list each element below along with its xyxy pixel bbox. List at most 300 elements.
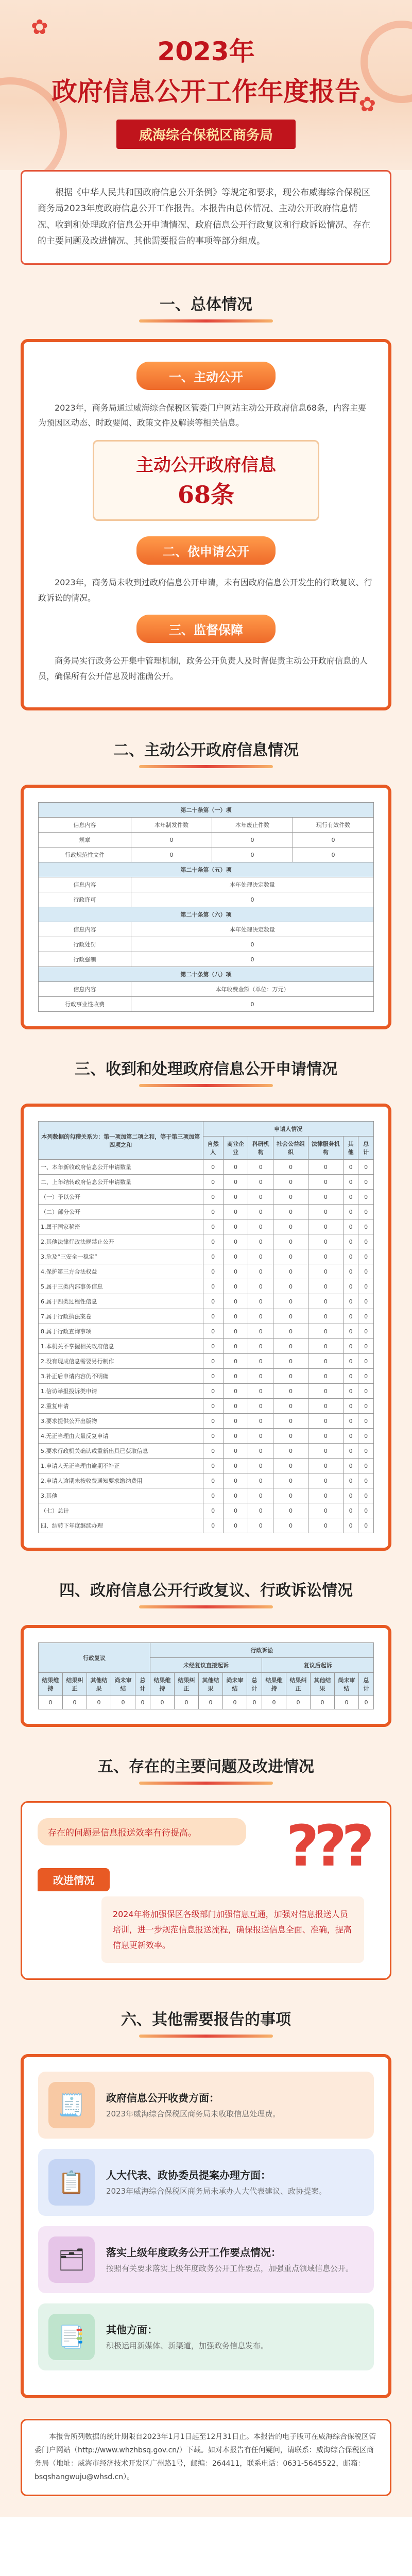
- table-cell: 0: [203, 1294, 223, 1309]
- table-cell: 行政处罚: [39, 937, 131, 952]
- table-cell: 2.申请人逾期未按收费通知要求缴纳费用: [39, 1473, 203, 1488]
- flower-icon: ✿: [358, 93, 376, 116]
- table-cell: 0: [87, 1696, 111, 1709]
- table-cell: 0: [358, 1234, 374, 1249]
- table-cell: 0: [223, 1190, 248, 1205]
- section-heading: 二、主动公开政府信息情况: [113, 741, 299, 760]
- proactive-table-frame: [21, 785, 391, 1029]
- table-cell: 0: [359, 1696, 374, 1709]
- table-cell: 0: [203, 1473, 223, 1488]
- table-cell: 结果维持: [150, 1673, 175, 1696]
- table-cell: 0: [358, 1369, 374, 1384]
- table-cell: 0: [203, 1175, 223, 1190]
- table-cell: 0: [223, 1414, 248, 1429]
- table-cell: 0: [223, 1384, 248, 1399]
- table-cell: 0: [223, 1175, 248, 1190]
- table-cell: 0: [203, 1488, 223, 1503]
- subheading-pill: 二、依申请公开: [136, 536, 276, 565]
- other-item-desc: 积极运用新媒体、新渠道，加强政务信息发布。: [106, 2341, 269, 2350]
- table-cell: 0: [131, 937, 374, 952]
- table-cell: 0: [203, 1324, 223, 1339]
- table-cell: 0: [273, 1369, 308, 1384]
- table-cell: 0: [343, 1399, 358, 1414]
- table-cell: 0: [273, 1264, 308, 1279]
- other-item: [38, 2226, 374, 2293]
- stat-label: 主动公开政府信息: [136, 454, 276, 476]
- table-cell: 6.属于四类过程性信息: [39, 1294, 203, 1309]
- overview-frame: [21, 339, 391, 711]
- table-cell: 本年废止件数: [212, 818, 293, 833]
- table-cell: 结果纠正: [286, 1673, 311, 1696]
- table-cell: 社会公益组织: [273, 1137, 308, 1160]
- table-cell: 0: [223, 1354, 248, 1369]
- table-cell: 0: [308, 1399, 343, 1414]
- table-cell: 0: [203, 1429, 223, 1444]
- table-cell: 0: [131, 952, 374, 967]
- table-cell: 0: [223, 1473, 248, 1488]
- table-row: [39, 833, 374, 848]
- table-cell: 总计: [359, 1673, 374, 1696]
- table-cell: 0: [248, 1205, 273, 1219]
- table-cell: 0: [308, 1503, 343, 1518]
- other-item: [38, 2303, 374, 2370]
- table-row: [39, 1673, 374, 1696]
- table-cell: 0: [203, 1264, 223, 1279]
- table-cell: 0: [358, 1414, 374, 1429]
- table-row: [39, 1309, 374, 1324]
- table-row: [39, 877, 374, 892]
- table-row: [39, 1324, 374, 1339]
- table-cell: 0: [308, 1160, 343, 1175]
- table-row: [39, 818, 374, 833]
- improve-text: 2024年将加强保区各级部门加强信息互通，加强对信息报送人员培训，进一步规范信息报送流程，确保报送信息全面、准确，提高信息更新效率。: [101, 1896, 364, 1963]
- table-cell: 0: [343, 1234, 358, 1249]
- table-cell: 行政规范性文件: [39, 848, 131, 862]
- table-cell: 行政许可: [39, 892, 131, 907]
- table-cell: 0: [131, 892, 374, 907]
- report-header: [0, 0, 412, 170]
- table-row: [39, 1279, 374, 1294]
- table-row: [39, 1175, 374, 1190]
- table-cell: 0: [223, 1459, 248, 1473]
- table-cell: 0: [212, 833, 293, 848]
- table-cell: 未经复议直接起诉: [150, 1658, 262, 1673]
- table-cell: 本年收费金额（单位：万元）: [131, 982, 374, 997]
- table-cell: 0: [223, 1518, 248, 1533]
- section-underline: [139, 319, 273, 323]
- table-cell: 0: [358, 1160, 374, 1175]
- table-row: [39, 1399, 374, 1414]
- table-cell: 0: [203, 1219, 223, 1234]
- table-cell: 0: [203, 1309, 223, 1324]
- section-title-review: [0, 1578, 412, 1608]
- table-row: [39, 967, 374, 982]
- table-cell: 0: [308, 1518, 343, 1533]
- table-cell: 0: [131, 833, 212, 848]
- table-cell: 0: [248, 1444, 273, 1459]
- table-cell: 本年制发件数: [131, 818, 212, 833]
- table-row: [39, 922, 374, 937]
- table-cell: 一、本年新收政府信息公开申请数量: [39, 1160, 203, 1175]
- table-cell: 0: [358, 1249, 374, 1264]
- table-cell: 第二十条第（六）项: [39, 907, 374, 922]
- table-cell: 0: [308, 1459, 343, 1473]
- improve-label: 改进情况: [38, 1868, 110, 1891]
- table-cell: 0: [343, 1503, 358, 1518]
- table-cell: 总计: [358, 1137, 374, 1160]
- table-cell: 0: [39, 1696, 63, 1709]
- table-cell: 0: [248, 1249, 273, 1264]
- table-cell: 0: [273, 1414, 308, 1429]
- table-cell: 0: [308, 1369, 343, 1384]
- applications-table-frame: [21, 1104, 391, 1551]
- applications-table: [38, 1121, 374, 1533]
- other-item-title: 政府信息公开收费方面：: [106, 2091, 219, 2104]
- table-cell: 0: [273, 1294, 308, 1309]
- table-cell: 自然人: [203, 1137, 223, 1160]
- table-cell: 0: [273, 1488, 308, 1503]
- table-cell: 本年处理决定数量: [131, 877, 374, 892]
- table-cell: 0: [248, 1369, 273, 1384]
- table-cell: 0: [175, 1696, 199, 1709]
- table-row: [39, 1429, 374, 1444]
- question-marks-icon: ???: [286, 1813, 369, 1879]
- table-cell: 0: [308, 1219, 343, 1234]
- folder-icon: 🗂: [48, 2236, 95, 2283]
- table-cell: 0: [223, 1249, 248, 1264]
- table-cell: 0: [343, 1518, 358, 1533]
- table-row: [39, 1444, 374, 1459]
- table-cell: 0: [308, 1264, 343, 1279]
- table-cell: 0: [273, 1354, 308, 1369]
- section-underline: [139, 1605, 273, 1608]
- table-cell: 0: [247, 1696, 262, 1709]
- table-cell: 0: [308, 1190, 343, 1205]
- table-cell: 0: [358, 1399, 374, 1414]
- table-cell: 总计: [135, 1673, 150, 1696]
- table-cell: 0: [223, 1294, 248, 1309]
- table-cell: 0: [248, 1473, 273, 1488]
- table-row: [39, 982, 374, 997]
- table-cell: 0: [273, 1518, 308, 1533]
- table-cell: 申请人情况: [203, 1122, 373, 1137]
- table-cell: 0: [273, 1339, 308, 1354]
- table-cell: 0: [308, 1354, 343, 1369]
- table-cell: 2.没有现成信息需要另行制作: [39, 1354, 203, 1369]
- table-row: [39, 803, 374, 818]
- table-cell: 0: [343, 1309, 358, 1324]
- table-cell: 1.信访举报投诉类申请: [39, 1384, 203, 1399]
- table-cell: 0: [311, 1696, 335, 1709]
- table-row: [39, 1339, 374, 1354]
- table-cell: 结果纠正: [63, 1673, 87, 1696]
- table-cell: 其他结果: [199, 1673, 223, 1696]
- table-row: [39, 1122, 374, 1137]
- table-cell: 0: [358, 1459, 374, 1473]
- table-cell: 0: [248, 1414, 273, 1429]
- table-cell: 信息内容: [39, 982, 131, 997]
- table-cell: 0: [308, 1294, 343, 1309]
- table-cell: 0: [343, 1219, 358, 1234]
- proactive-table: [38, 802, 374, 1012]
- table-row: [39, 952, 374, 967]
- table-cell: 0: [273, 1399, 308, 1414]
- other-items-frame: [21, 2054, 391, 2398]
- section-title-applications: [0, 1056, 412, 1087]
- table-cell: 其他结果: [87, 1673, 111, 1696]
- other-item-desc: 2023年威海综合保税区商务局未收取信息处理费。: [106, 2109, 281, 2119]
- other-item-title: 人大代表、政协委员提案办理方面：: [106, 2168, 271, 2181]
- table-cell: 科研机构: [248, 1137, 273, 1160]
- table-cell: 0: [223, 1444, 248, 1459]
- table-cell: 2.其他法律行政法规禁止公开: [39, 1234, 203, 1249]
- table-cell: 0: [343, 1473, 358, 1488]
- table-cell: 5.要求行政机关确认或重新出具已获取信息: [39, 1444, 203, 1459]
- table-row: [39, 1219, 374, 1234]
- table-cell: 尚未审结: [335, 1673, 359, 1696]
- table-cell: （二）部分公开: [39, 1205, 203, 1219]
- table-cell: 行政诉讼: [150, 1643, 374, 1658]
- other-item-title: 其他方面：: [106, 2323, 158, 2336]
- table-row: [39, 1160, 374, 1175]
- table-cell: 5.属于三类内部事务信息: [39, 1279, 203, 1294]
- table-row: [39, 1234, 374, 1249]
- table-cell: 0: [248, 1488, 273, 1503]
- section-heading: 六、其他需要报告的事项: [121, 2011, 291, 2029]
- table-cell: 0: [131, 848, 212, 862]
- table-cell: 0: [203, 1414, 223, 1429]
- table-cell: （一）予以公开: [39, 1190, 203, 1205]
- table-cell: 3.其他: [39, 1488, 203, 1503]
- subheading-pill: 三、监督保障: [136, 615, 276, 643]
- table-cell: 0: [308, 1444, 343, 1459]
- table-cell: 0: [273, 1175, 308, 1190]
- table-cell: 0: [223, 1503, 248, 1518]
- table-cell: 0: [203, 1354, 223, 1369]
- table-cell: 0: [248, 1175, 273, 1190]
- table-cell: 0: [273, 1249, 308, 1264]
- table-cell: 0: [343, 1414, 358, 1429]
- table-cell: 7.属于行政执法案卷: [39, 1309, 203, 1324]
- table-cell: 0: [223, 1339, 248, 1354]
- table-cell: 0: [273, 1473, 308, 1488]
- table-cell: 0: [248, 1384, 273, 1399]
- table-cell: 0: [203, 1249, 223, 1264]
- table-row: [39, 1264, 374, 1279]
- table-cell: 0: [223, 1429, 248, 1444]
- table-cell: 0: [203, 1384, 223, 1399]
- table-cell: 0: [308, 1384, 343, 1399]
- table-cell: 0: [203, 1279, 223, 1294]
- footer-note: 本报告所列数据的统计期限自2023年1月1日起至12月31日止。本报告的电子版可在威海综合保税区管委门户网站（http://www.whzhbsq.gov.cn/）下载。如对本报告有任何疑问，请联系：威海综合保税区商务局（地址：威海市经济技术开发区广州路1号，邮编：264411，联系电话：0631-5645522，邮箱：bsqshangwuju@whsd.cn）。: [21, 2419, 391, 2496]
- section-underline: [139, 765, 273, 768]
- table-cell: 0: [150, 1696, 175, 1709]
- section-underline: [139, 1782, 273, 1785]
- table-cell: 现行有效件数: [293, 818, 373, 833]
- table-row: [39, 1190, 374, 1205]
- table-cell: 0: [358, 1324, 374, 1339]
- table-cell: 0: [203, 1234, 223, 1249]
- table-row: [39, 997, 374, 1012]
- table-cell: 0: [273, 1384, 308, 1399]
- other-item: [38, 2149, 374, 2216]
- table-cell: 结果维持: [39, 1673, 63, 1696]
- table-row: [39, 1294, 374, 1309]
- stat-box: [93, 440, 319, 521]
- table-cell: 信息内容: [39, 818, 131, 833]
- table-cell: 尚未审结: [111, 1673, 135, 1696]
- table-row: [39, 1354, 374, 1369]
- table-cell: 0: [286, 1696, 311, 1709]
- table-cell: 第二十条第（八）项: [39, 967, 374, 982]
- document-icon: 📑: [48, 2314, 95, 2360]
- table-cell: 0: [358, 1279, 374, 1294]
- table-cell: 0: [248, 1309, 273, 1324]
- table-cell: 0: [358, 1384, 374, 1399]
- table-cell: 0: [308, 1488, 343, 1503]
- review-table: [38, 1642, 374, 1709]
- table-cell: 结果纠正: [175, 1673, 199, 1696]
- table-cell: 0: [131, 997, 374, 1012]
- table-cell: 0: [308, 1324, 343, 1339]
- table-row: [39, 1205, 374, 1219]
- table-cell: 0: [223, 1219, 248, 1234]
- table-cell: 0: [199, 1696, 223, 1709]
- table-cell: 0: [343, 1429, 358, 1444]
- table-cell: 0: [248, 1399, 273, 1414]
- table-cell: 0: [358, 1294, 374, 1309]
- table-cell: 2.重复申请: [39, 1399, 203, 1414]
- table-cell: 0: [343, 1249, 358, 1264]
- table-row: [39, 1473, 374, 1488]
- table-cell: 0: [308, 1309, 343, 1324]
- table-cell: 0: [212, 848, 293, 862]
- table-cell: 0: [248, 1160, 273, 1175]
- table-cell: 0: [343, 1339, 358, 1354]
- table-cell: 商业企业: [223, 1137, 248, 1160]
- table-cell: 0: [223, 1205, 248, 1219]
- section-underline: [139, 2035, 273, 2038]
- section-title-problems: [0, 1754, 412, 1785]
- table-cell: 0: [203, 1503, 223, 1518]
- table-cell: 0: [248, 1503, 273, 1518]
- table-cell: 行政事业性收费: [39, 997, 131, 1012]
- table-cell: 0: [273, 1503, 308, 1518]
- section-title-overview: [0, 292, 412, 323]
- table-cell: 0: [335, 1696, 359, 1709]
- table-cell: 规章: [39, 833, 131, 848]
- table-row: [39, 1369, 374, 1384]
- table-cell: 0: [203, 1160, 223, 1175]
- table-cell: 0: [343, 1175, 358, 1190]
- report-title: 政府信息公开工作年度报告: [52, 77, 360, 107]
- table-cell: 1.申请人无正当理由逾期不补正: [39, 1459, 203, 1473]
- table-cell: 0: [273, 1309, 308, 1324]
- other-item-desc: 按照有关要求落实上级年度政务公开工作要点，加强重点领域信息公开。: [106, 2263, 354, 2273]
- section-underline: [139, 1084, 273, 1087]
- section-heading: 四、政府信息公开行政复议、行政诉讼情况: [59, 1582, 353, 1600]
- table-row: [39, 848, 374, 862]
- table-cell: 0: [308, 1414, 343, 1429]
- table-cell: 总计: [247, 1673, 262, 1696]
- table-cell: 0: [223, 1399, 248, 1414]
- table-cell: 二、上年结转政府信息公开申请数量: [39, 1175, 203, 1190]
- table-cell: 0: [248, 1279, 273, 1294]
- table-cell: 4.无正当理由大量反复申请: [39, 1429, 203, 1444]
- table-cell: 0: [135, 1696, 150, 1709]
- table-cell: 行政复议: [39, 1643, 150, 1673]
- table-cell: 0: [343, 1354, 358, 1369]
- table-row: [39, 1518, 374, 1533]
- table-row: [39, 1249, 374, 1264]
- table-cell: 其他: [343, 1137, 358, 1160]
- clipboard-icon: 📋: [48, 2159, 95, 2206]
- table-cell: 0: [293, 848, 373, 862]
- table-cell: 0: [273, 1160, 308, 1175]
- table-row: [39, 1488, 374, 1503]
- table-cell: 0: [308, 1249, 343, 1264]
- table-cell: 3.补正后申请内容仍不明确: [39, 1369, 203, 1384]
- section-heading: 三、收到和处理政府信息公开申请情况: [75, 1060, 337, 1079]
- table-cell: 0: [248, 1459, 273, 1473]
- table-cell: 第二十条第（五）项: [39, 862, 374, 877]
- table-cell: 复议后起诉: [262, 1658, 374, 1673]
- table-cell: 0: [248, 1429, 273, 1444]
- table-cell: 0: [358, 1503, 374, 1518]
- table-cell: 0: [273, 1429, 308, 1444]
- table-cell: 0: [358, 1473, 374, 1488]
- table-cell: 0: [343, 1294, 358, 1309]
- table-cell: 0: [223, 1696, 247, 1709]
- other-item-title: 落实上级年度政务公开工作要点情况：: [106, 2246, 281, 2259]
- table-cell: 0: [248, 1190, 273, 1205]
- other-item-desc: 2023年威海综合保税区商务局未承办人大代表建议、政协提案。: [106, 2186, 327, 2196]
- table-cell: 0: [358, 1429, 374, 1444]
- stat-value: 68条: [177, 480, 234, 509]
- table-cell: 4.保护第三方合法权益: [39, 1264, 203, 1279]
- table-cell: 0: [308, 1234, 343, 1249]
- table-cell: 0: [248, 1354, 273, 1369]
- table-cell: 0: [203, 1339, 223, 1354]
- table-cell: 行政强制: [39, 952, 131, 967]
- table-row: [39, 862, 374, 877]
- table-cell: 3.要求提供公开出版物: [39, 1414, 203, 1429]
- table-row: [39, 937, 374, 952]
- table-row: [39, 1384, 374, 1399]
- table-cell: 0: [358, 1205, 374, 1219]
- table-cell: 0: [273, 1190, 308, 1205]
- table-cell: 0: [358, 1190, 374, 1205]
- table-cell: 0: [358, 1444, 374, 1459]
- table-cell: 0: [358, 1339, 374, 1354]
- table-cell: 0: [358, 1488, 374, 1503]
- table-cell: 0: [358, 1219, 374, 1234]
- table-cell: 0: [343, 1488, 358, 1503]
- table-cell: 0: [203, 1459, 223, 1473]
- section-title-other: [0, 2007, 412, 2038]
- problem-note: 存在的问题是信息报送效率有待提高。: [38, 1818, 246, 1845]
- table-cell: 四、结转下年度继续办理: [39, 1518, 203, 1533]
- problems-card: [21, 1801, 391, 1980]
- issuer-ribbon: 威海综合保税区商务局: [116, 120, 296, 149]
- table-cell: 0: [203, 1190, 223, 1205]
- table-cell: 本年处理决定数量: [131, 922, 374, 937]
- table-cell: 0: [308, 1473, 343, 1488]
- table-cell: 0: [203, 1444, 223, 1459]
- table-cell: 1.属于国家秘密: [39, 1219, 203, 1234]
- review-table-frame: [21, 1625, 391, 1727]
- section-heading: 五、存在的主要问题及改进情况: [98, 1758, 314, 1776]
